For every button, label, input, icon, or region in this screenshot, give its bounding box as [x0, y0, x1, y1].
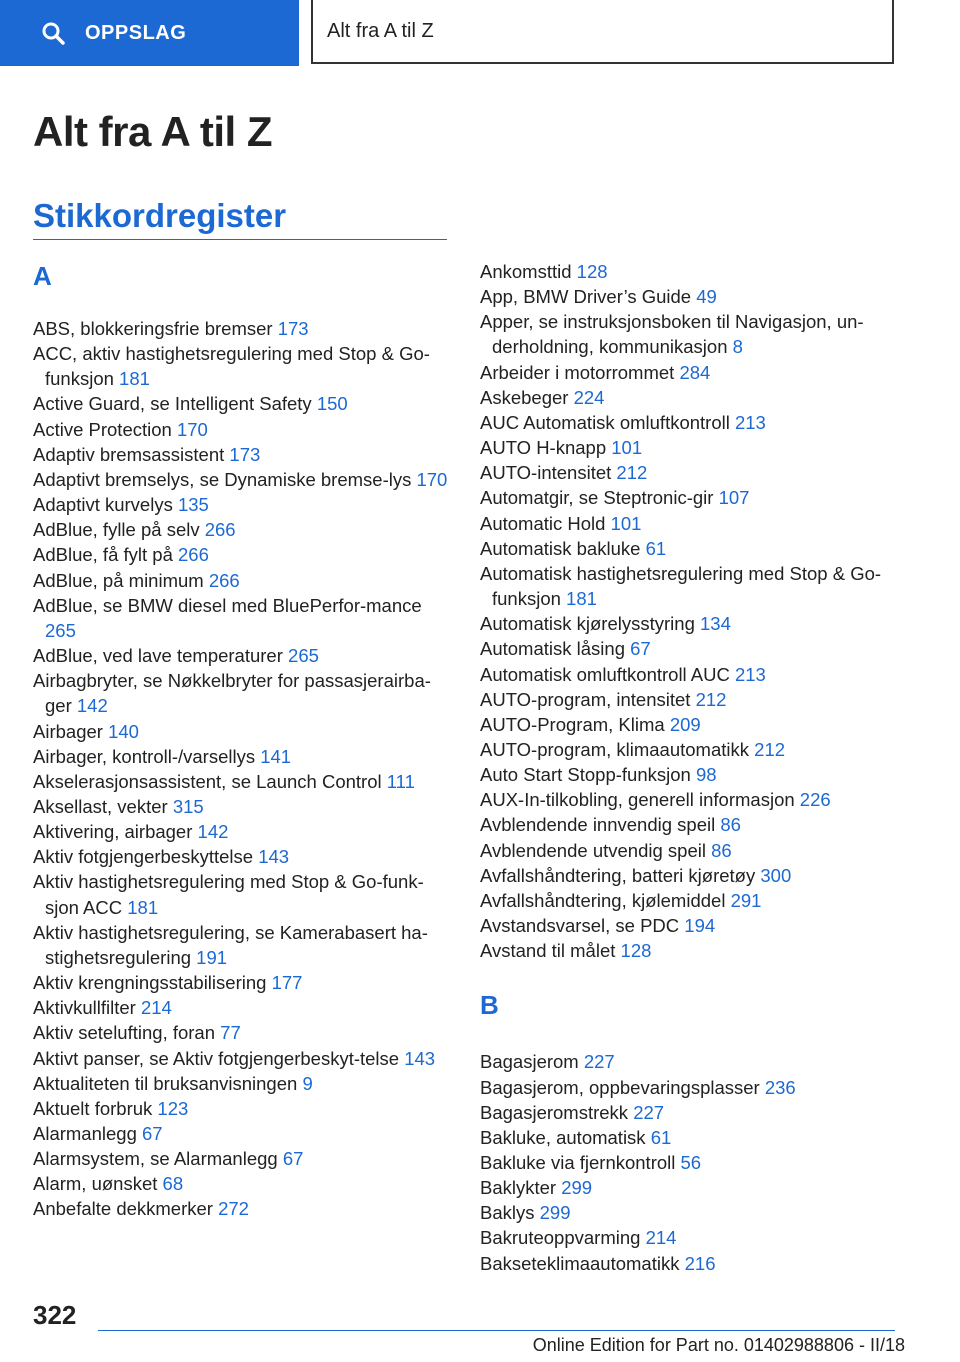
page-link[interactable]: 173 — [229, 443, 261, 465]
index-entry-text: Automatisk kjørelysstyring — [480, 613, 695, 635]
index-entry — [480, 636, 900, 661]
index-entry-text: AdBlue, ved lave temperaturer — [33, 645, 283, 667]
index-entry — [33, 794, 453, 819]
page-link[interactable]: 265 — [45, 619, 76, 641]
page-link[interactable]: 181 — [127, 896, 159, 918]
footer-divider — [98, 1330, 895, 1331]
index-entry — [480, 838, 900, 863]
index-entry-text: Automatisk hastighetsregulering med Stop & Go-funksjon — [480, 562, 882, 610]
index-entry — [33, 316, 453, 341]
index-entry — [480, 385, 900, 410]
page-link[interactable]: 143 — [404, 1047, 436, 1069]
index-entry-text: AUTO-Program, Klima — [480, 713, 665, 735]
page-link[interactable]: 191 — [196, 946, 228, 968]
page-link[interactable]: 214 — [140, 997, 172, 1019]
page-title: Alt fra A til Z — [33, 108, 273, 155]
index-entry-text: Alarmsystem, se Alarmanlegg — [33, 1148, 278, 1170]
page-link[interactable]: 101 — [611, 437, 643, 459]
page-link[interactable]: 141 — [260, 745, 292, 767]
page-link[interactable]: 142 — [197, 821, 229, 843]
page-number: 322 — [33, 1300, 77, 1330]
index-entry-text: AdBlue, på minimum — [33, 569, 204, 591]
page-link[interactable]: 123 — [157, 1097, 189, 1119]
index-entry-text: Aktiv setelufting, foran — [33, 1022, 216, 1044]
index-entry-text: Avstandsvarsel, se PDC — [480, 915, 680, 937]
page-link[interactable]: 226 — [799, 789, 831, 811]
index-entry-text: Bakluke, automatisk — [480, 1126, 646, 1148]
page-link[interactable]: 227 — [633, 1101, 665, 1123]
index-entry — [33, 568, 453, 593]
page-link[interactable]: 170 — [416, 468, 448, 490]
index-entry — [480, 1175, 900, 1200]
page-link[interactable]: 86 — [711, 839, 732, 861]
page-link[interactable]: 134 — [700, 613, 731, 635]
page-link[interactable]: 213 — [734, 411, 766, 433]
page-link[interactable]: 107 — [718, 487, 750, 509]
index-entry-text: Aktivering, airbager — [33, 821, 193, 843]
index-entry — [33, 719, 453, 744]
index-entry-text: Aktiv hastighetsregulering med Stop & Go-funk‐sjon ACC — [33, 871, 424, 918]
index-entry-text: Aktualiteten til bruksanvisningen — [33, 1072, 298, 1094]
index-entry-text: Askebeger — [480, 386, 569, 408]
index-entry — [480, 762, 900, 787]
index-entry — [480, 1075, 900, 1100]
index-entry-text: Auto Start Stopp-funksjon — [480, 764, 691, 786]
index-entry-text: Arbeider i motorrommet — [480, 361, 675, 383]
index-entry-text: Akselerasjonsassistent, se Launch Control — [33, 770, 382, 792]
index-entry-text: Alarmanlegg — [33, 1123, 137, 1144]
index-entry-text: Aktuelt forbruk — [33, 1097, 153, 1119]
index-entry — [480, 737, 900, 762]
index-column-right — [480, 259, 900, 1276]
index-entry — [33, 1196, 453, 1221]
index-entry — [480, 511, 900, 536]
page-link[interactable]: 135 — [177, 494, 209, 516]
index-entry-text: Airbagbryter, se Nøkkelbryter for passasjerairba‐ger — [33, 670, 431, 717]
page-link[interactable]: 67 — [630, 638, 651, 660]
page-link[interactable]: 315 — [172, 795, 204, 817]
index-entry — [480, 309, 900, 359]
index-entry-text: AdBlue, fylle på selv — [33, 519, 200, 541]
index-entry-text: Adaptivt bremselys, se Dynamiske bremse‐lys — [33, 468, 412, 490]
index-entry-text: AdBlue, få fylt på — [33, 544, 173, 566]
index-entry-text: Avfallshåndtering, batteri kjøretøy — [480, 864, 756, 886]
tab-oppslag-label: OPPSLAG — [85, 21, 187, 44]
index-entry-text: AUTO-program, klimaautomatikk — [480, 738, 750, 760]
index-entry-text: ACC, aktiv hastighetsregulering med Stop & Go-funksjon — [33, 343, 430, 390]
page-link[interactable]: 227 — [583, 1051, 615, 1073]
index-entry — [33, 643, 453, 668]
index-entry-text: Automatisk omluftkontroll AUC — [480, 663, 730, 685]
index-entry-text: Automatisk låsing — [480, 638, 625, 660]
page-link[interactable]: 300 — [760, 864, 792, 886]
index-entry — [480, 1100, 900, 1125]
section-title: Stikkordregister — [33, 197, 287, 234]
index-entry — [480, 561, 900, 611]
index-entry — [33, 542, 453, 567]
index-entry-text: Baklys — [480, 1202, 535, 1224]
index-entry — [480, 1125, 900, 1150]
index-entry — [480, 536, 900, 561]
index-entry-text: AUC Automatisk omluftkontroll — [480, 411, 730, 433]
index-entry-text: Aksellast, vekter — [33, 795, 168, 817]
index-entry-text: AUX-In-tilkobling, generell informasjon — [480, 789, 795, 811]
page-link[interactable]: 181 — [119, 368, 150, 390]
index-entry — [480, 787, 900, 812]
index-entry — [33, 995, 453, 1020]
index-entry — [480, 1225, 900, 1250]
index-entry — [33, 341, 453, 391]
index-letter: A — [33, 261, 52, 291]
index-entry-text: Automatic Hold — [480, 512, 606, 534]
index-entry — [33, 593, 453, 643]
index-entry — [480, 460, 900, 485]
index-entry — [33, 1046, 453, 1071]
page-link[interactable]: 213 — [734, 663, 766, 685]
page-link[interactable]: 266 — [208, 569, 240, 591]
page-link[interactable]: 49 — [696, 286, 717, 308]
index-entry-text: Apper, se instruksjonsboken til Navigasjon, un‐derholdning, kommunikasjon — [480, 311, 864, 358]
page-link[interactable]: 67 — [282, 1148, 304, 1170]
page-link[interactable]: 177 — [271, 972, 303, 994]
index-entry — [480, 611, 900, 636]
index-entry-text: Aktiv krengningsstabilisering — [33, 972, 267, 994]
page-link[interactable]: 86 — [720, 814, 741, 836]
index-entry-text: Avblendende innvendig speil — [480, 814, 716, 836]
page-link[interactable]: 214 — [645, 1227, 677, 1249]
page-link[interactable]: 212 — [616, 462, 648, 484]
search-icon — [40, 20, 66, 46]
page-link[interactable]: 150 — [316, 393, 348, 415]
index-entry-text: Automatgir, se Steptronic-gir — [480, 487, 714, 509]
index-entry — [480, 812, 900, 837]
index-entry-text: Baklykter — [480, 1177, 557, 1199]
page-link[interactable]: 272 — [218, 1198, 249, 1220]
index-entry-text: AdBlue, se BMW diesel med BluePerfor‐mance — [33, 594, 422, 616]
index-entry — [480, 360, 900, 385]
index-entry — [480, 662, 900, 687]
index-entry — [480, 913, 900, 938]
index-entry — [33, 1171, 453, 1196]
page-link[interactable]: 101 — [610, 512, 642, 534]
page-link[interactable]: 8 — [732, 336, 743, 358]
index-entry — [33, 1020, 453, 1045]
index-entry-text: Bakseteklimaautomatikk — [480, 1252, 680, 1274]
index-entry — [480, 1251, 900, 1276]
index-entry — [480, 435, 900, 460]
page-link[interactable]: 143 — [258, 846, 290, 868]
page-link[interactable]: 212 — [754, 738, 786, 760]
page-link[interactable]: 128 — [620, 940, 652, 962]
page-link[interactable]: 68 — [162, 1173, 184, 1195]
index-entry — [33, 744, 453, 769]
index-entry-text: AUTO-program, intensitet — [480, 688, 691, 710]
page-link[interactable]: 216 — [684, 1252, 716, 1274]
page-link[interactable]: 266 — [178, 544, 209, 566]
index-entry-text: App, BMW Driver’s Guide — [480, 286, 692, 308]
index-entry-text: Bagasjeromstrekk — [480, 1101, 629, 1123]
index-entry-text: Anbefalte dekkmerker — [33, 1198, 213, 1220]
page-link[interactable]: 61 — [645, 537, 667, 559]
index-entry — [480, 1200, 900, 1225]
index-entry-text: Adaptivt kurvelys — [33, 494, 173, 516]
index-entry — [33, 1146, 453, 1171]
page-link[interactable]: 299 — [561, 1177, 593, 1199]
index-entry-text: Airbager — [33, 720, 103, 742]
page-link[interactable]: 291 — [730, 889, 762, 911]
index-entry — [480, 410, 900, 435]
index-entry — [33, 869, 453, 919]
page-link[interactable]: 77 — [220, 1022, 241, 1044]
index-entry-text: Aktiv hastighetsregulering, se Kamerabasert ha‐stighetsregulering — [33, 921, 428, 968]
page-link[interactable]: 265 — [288, 645, 319, 667]
section-divider — [33, 239, 447, 240]
index-entry — [33, 391, 453, 416]
index-entry — [33, 920, 453, 970]
index-entry-text: Ankomsttid — [480, 261, 572, 282]
index-entry — [33, 1121, 453, 1146]
index-entry-text: Aktivt panser, se Aktiv fotgjengerbeskyt‐telse — [33, 1047, 400, 1069]
index-entry — [33, 492, 453, 517]
page-link[interactable]: 98 — [695, 764, 717, 786]
index-entry — [33, 1071, 453, 1096]
page-link[interactable]: 266 — [204, 519, 236, 541]
index-entry — [480, 284, 900, 309]
index-entry — [33, 517, 453, 542]
index-entry-text: Bagasjerom, oppbevaringsplasser — [480, 1076, 760, 1098]
index-entry — [33, 467, 453, 492]
index-entry — [480, 687, 900, 712]
index-entry-text: Alarm, uønsket — [33, 1173, 158, 1195]
index-entry — [33, 970, 453, 995]
tab-oppslag[interactable] — [0, 0, 299, 66]
tab-section-label: Alt fra A til Z — [327, 19, 434, 42]
index-entry — [33, 819, 453, 844]
index-entry-text: Aktiv fotgjengerbeskyttelse — [33, 846, 254, 868]
page-link[interactable]: 181 — [566, 588, 597, 610]
page-link[interactable]: 56 — [680, 1152, 702, 1173]
page-link[interactable]: 224 — [573, 386, 605, 408]
page-link[interactable]: 9 — [302, 1072, 313, 1094]
index-entry — [480, 1150, 900, 1175]
index-entry — [33, 1096, 453, 1121]
index-entry — [33, 769, 453, 794]
index-entry-text: Bakruteoppvarming — [480, 1227, 641, 1249]
page-link[interactable]: 284 — [679, 361, 711, 383]
page-link[interactable]: 140 — [108, 720, 139, 742]
index-entry — [480, 485, 900, 510]
index-entry-text: Automatisk bakluke — [480, 537, 641, 559]
index-entry-text: Bagasjerom — [480, 1051, 579, 1073]
index-entry-text: ABS, blokkeringsfrie bremser — [33, 318, 273, 339]
page-link[interactable]: 236 — [764, 1076, 796, 1098]
index-entry — [480, 938, 900, 963]
footer-edition: Online Edition for Part no. 01402988806 - II/18 — [532, 1335, 905, 1355]
page-link[interactable]: 299 — [539, 1202, 571, 1224]
page-link[interactable]: 170 — [176, 418, 208, 440]
index-entry-text: Bakluke via fjernkontroll — [480, 1152, 676, 1173]
page-link[interactable]: 111 — [386, 770, 415, 792]
index-entry-text: AUTO-intensitet — [480, 462, 612, 484]
page-link[interactable]: 67 — [142, 1123, 163, 1144]
tab-section-alt-fra-a-til-z[interactable] — [311, 0, 894, 64]
index-entry — [33, 442, 453, 467]
page-link[interactable]: 212 — [695, 688, 727, 710]
page-link[interactable]: 142 — [76, 695, 108, 717]
index-entry — [480, 863, 900, 888]
index-entry-text: Avfallshåndtering, kjølemiddel — [480, 889, 726, 911]
index-entry-text: Avstand til målet — [480, 940, 616, 962]
index-entry — [480, 1049, 900, 1074]
index-entry — [33, 668, 453, 718]
page-link[interactable]: 173 — [277, 318, 309, 339]
page-link[interactable]: 61 — [650, 1126, 672, 1148]
index-entry — [33, 417, 453, 442]
index-entry-text: Avblendende utvendig speil — [480, 839, 706, 861]
index-entry — [480, 712, 900, 737]
index-entry-text: Aktivkullfilter — [33, 997, 136, 1019]
index-entry — [480, 888, 900, 913]
index-letter: B — [480, 990, 499, 1021]
index-column-left — [33, 256, 453, 1222]
index-entry-text: Active Protection — [33, 418, 172, 440]
page-link[interactable]: 209 — [669, 713, 701, 735]
index-entry — [480, 259, 900, 284]
index-entry-text: Airbager, kontroll-/varsellys — [33, 745, 256, 767]
index-entry-text: Adaptiv bremsassistent — [33, 443, 225, 465]
index-entry — [33, 844, 453, 869]
page-link[interactable]: 194 — [684, 915, 716, 937]
page-link[interactable]: 128 — [576, 261, 608, 282]
index-entry-text: AUTO H-knapp — [480, 437, 607, 459]
index-entry-text: Active Guard, se Intelligent Safety — [33, 393, 312, 415]
